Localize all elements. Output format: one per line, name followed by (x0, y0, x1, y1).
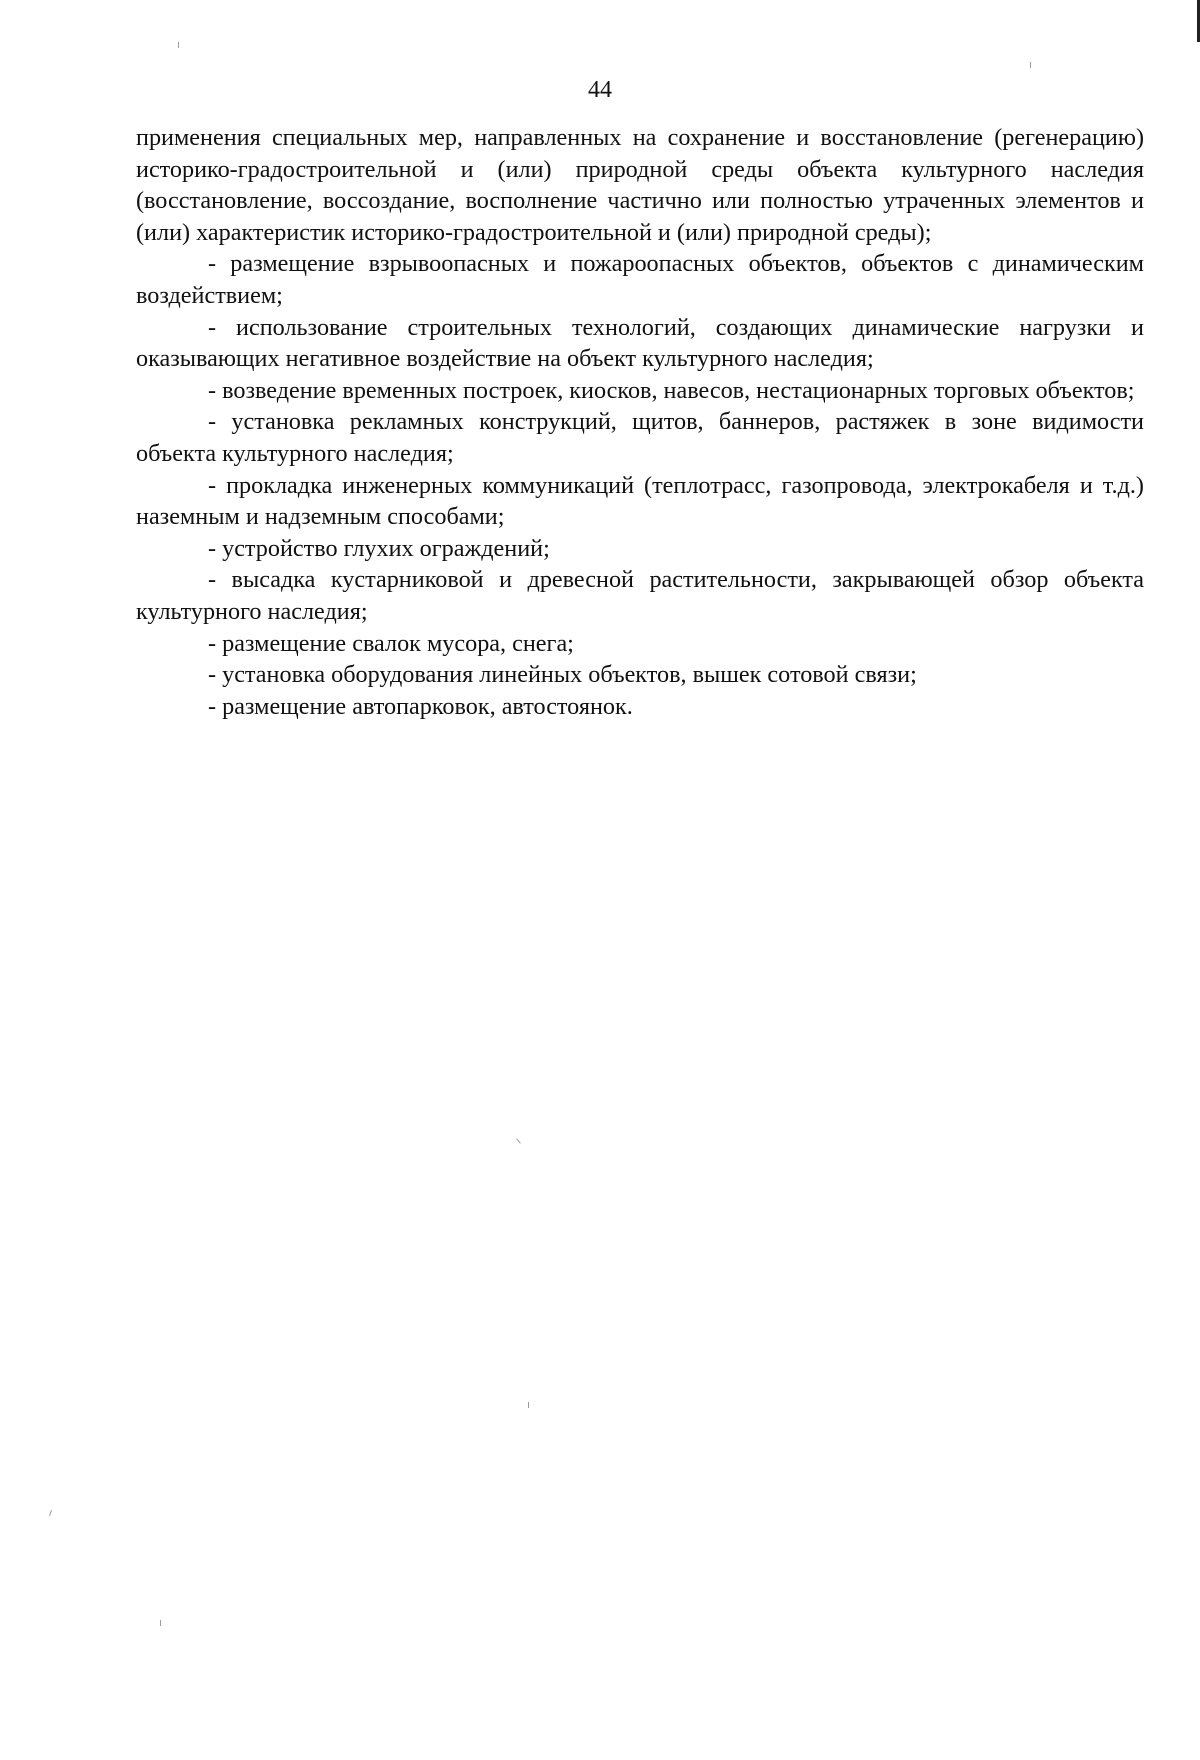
scan-speck (160, 1620, 161, 1626)
list-item-construction-technologies: - использование строительных технологий, создающих динамические нагрузки и оказывающих негативное воздействие на объект культурного наследия; (136, 313, 1144, 373)
list-item-explosive-objects: - размещение взрывоопасных и пожароопасных объектов, объектов с динамическим воздействием; (136, 250, 1144, 309)
scan-speck (178, 42, 179, 48)
page-number: 44 (588, 77, 612, 103)
scan-speck (516, 1138, 521, 1143)
scan-speck (49, 1510, 52, 1516)
list-item-dumps: - размещение свалок мусора, снега; (208, 629, 574, 657)
scan-speck (528, 1402, 529, 1408)
list-item-solid-fences: - устройство глухих ограждений; (208, 534, 550, 562)
list-item-towers: - установка оборудования линейных объектов, вышек сотовой связи; (208, 661, 917, 689)
scan-speck (1030, 62, 1031, 68)
list-item-advertising-structures: - установка рекламных конструкций, щитов, баннеров, растяжек в зоне видимости объекта культурного наследия; (136, 408, 1144, 467)
list-item-parking: - размещение автопарковок, автостоянок. (208, 692, 633, 720)
list-item-temporary-buildings: - возведение временных построек, киосков, навесов, нестационарных торговых объектов; (208, 376, 1135, 404)
list-item-vegetation: - высадка кустарниковой и древесной растительности, закрывающей обзор объекта культурного наследия; (136, 566, 1144, 625)
list-item-utility-lines: - прокладка инженерных коммуникаций (теплотрасс, газопровода, электрокабеля и т.д.) наземным и надземным способами; (136, 471, 1144, 531)
paragraph-continuation: применения специальных мер, направленных на сохранение и восстановление (регенерацию) историко-градостроительной и (или) природной среды объекта культурного наследия (восстановление, воссоздание, восполнение частично или полностью утраченных элементов и (или) характеристик историко-градостроительной и (или) природной среды); (136, 124, 1144, 246)
document-body (136, 122, 1144, 722)
